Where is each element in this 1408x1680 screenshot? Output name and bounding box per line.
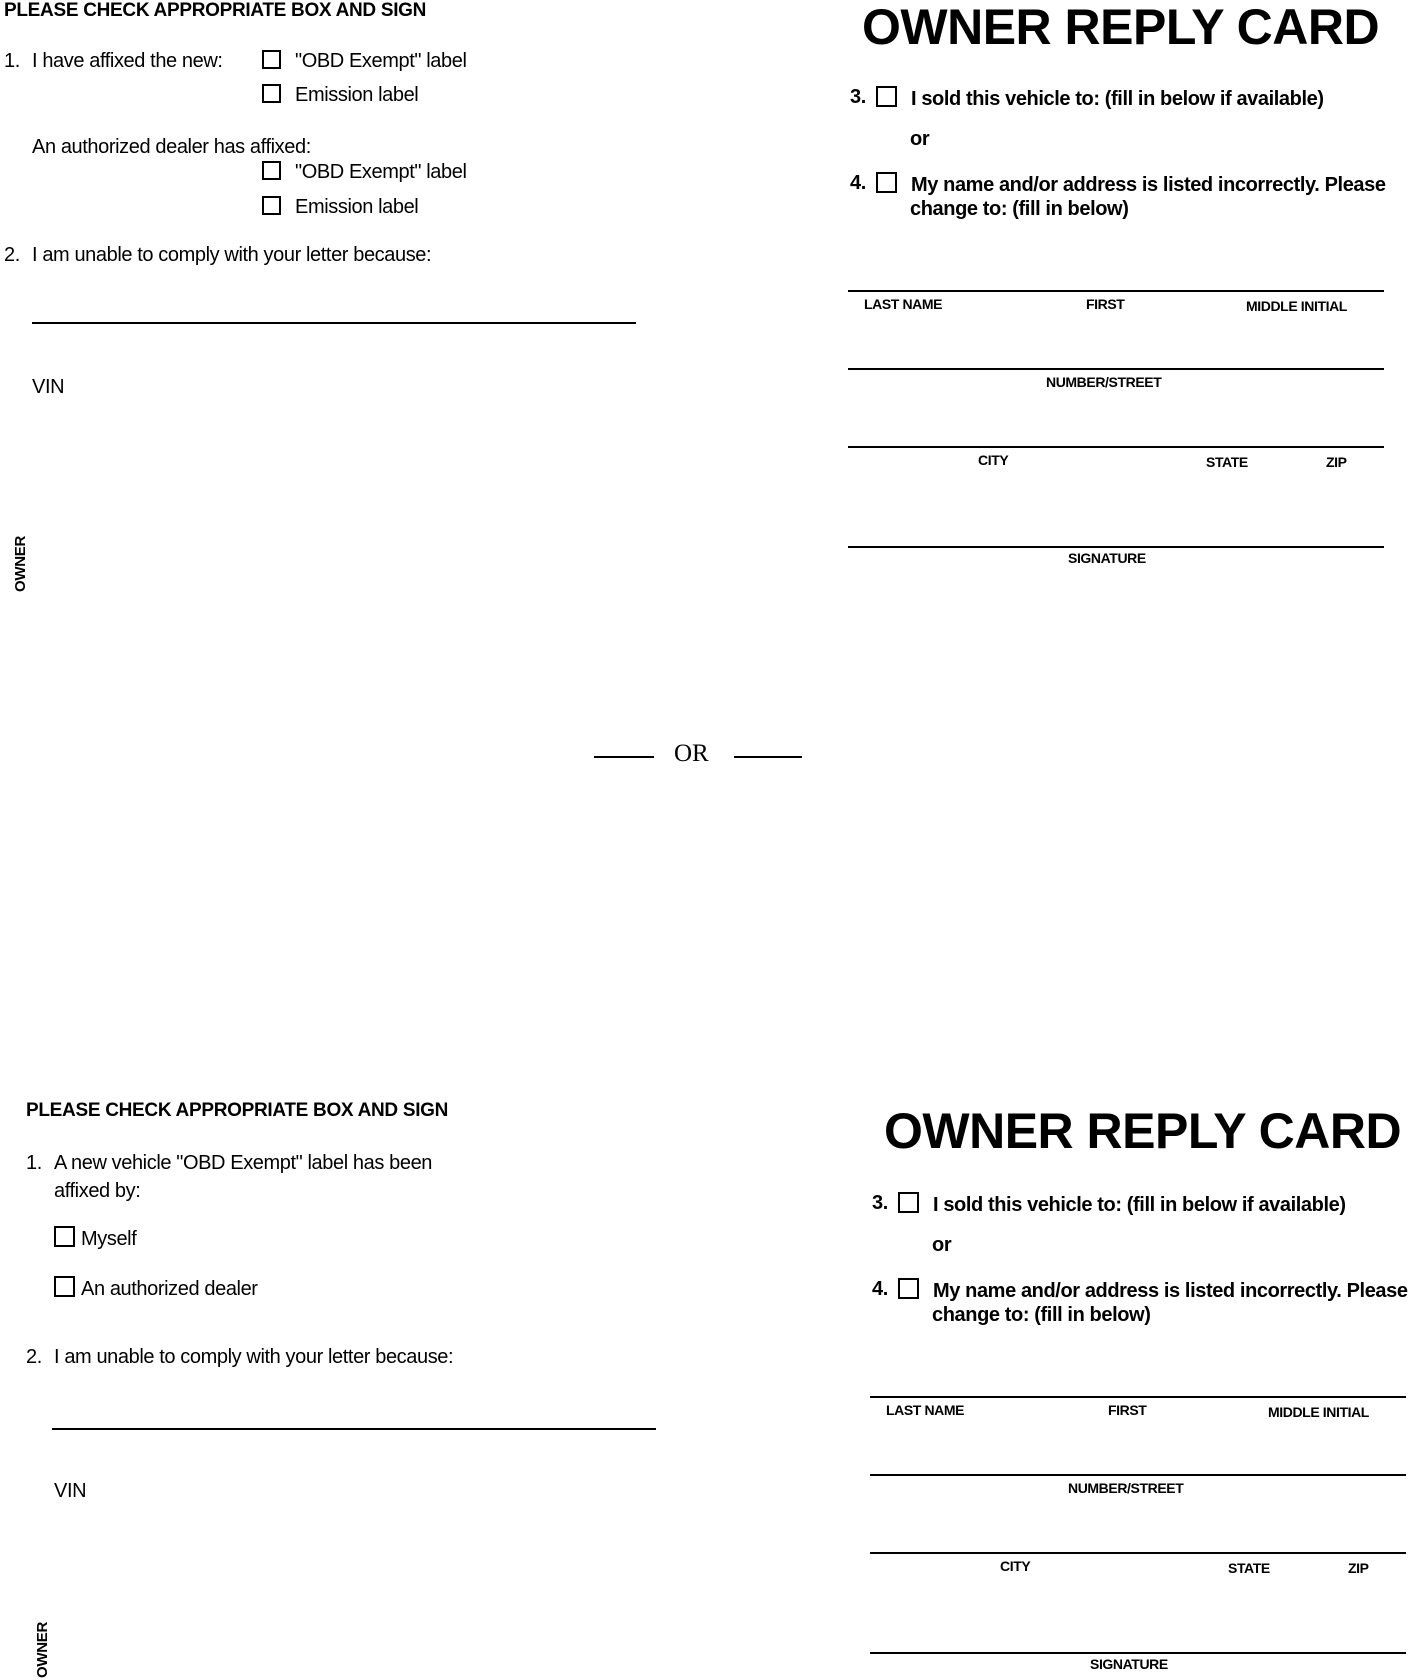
item-2-text: I am unable to comply with your letter because: bbox=[32, 244, 432, 266]
item-3-number: 3. bbox=[850, 86, 866, 108]
instructions-header: PLEASE CHECK APPROPRIATE BOX AND SIGN bbox=[4, 0, 427, 21]
checkbox[interactable] bbox=[262, 161, 281, 180]
item-2-number: 2. bbox=[26, 1346, 42, 1368]
item-3-option[interactable]: I sold this vehicle to: (fill in below if available) bbox=[898, 1192, 1346, 1217]
separator-rule-right bbox=[734, 756, 802, 758]
option-emission-label[interactable]: Emission label bbox=[262, 84, 418, 107]
state-label: STATE bbox=[1206, 454, 1248, 470]
first-name-label: FIRST bbox=[1086, 296, 1125, 312]
city-label: CITY bbox=[978, 452, 1009, 468]
zip-label: ZIP bbox=[1348, 1560, 1369, 1576]
reason-line[interactable] bbox=[32, 322, 636, 324]
checkbox[interactable] bbox=[876, 86, 897, 107]
street-label: NUMBER/STREET bbox=[1068, 1480, 1184, 1496]
item-2-text: I am unable to comply with your letter because: bbox=[54, 1346, 454, 1368]
checkbox[interactable] bbox=[876, 172, 897, 193]
signature-line[interactable] bbox=[870, 1652, 1406, 1654]
city-label: CITY bbox=[1000, 1558, 1031, 1574]
item-1-number: 1. bbox=[4, 50, 20, 72]
last-name-label: LAST NAME bbox=[864, 296, 943, 312]
item-1-line-2: affixed by: bbox=[54, 1180, 141, 1202]
reply-card-1 bbox=[0, 0, 1408, 640]
checkbox[interactable] bbox=[262, 50, 281, 69]
side-label: OWNER bbox=[12, 536, 29, 592]
option-obd-exempt[interactable]: "OBD Exempt" label bbox=[262, 50, 467, 73]
signature-label: SIGNATURE bbox=[1090, 1656, 1168, 1672]
checkbox[interactable] bbox=[898, 1278, 919, 1299]
checkbox[interactable] bbox=[54, 1226, 75, 1247]
item-4-option[interactable]: My name and/or address is listed incorrectly. Please bbox=[876, 172, 1386, 197]
item-4-option[interactable]: My name and/or address is listed incorrectly. Please bbox=[898, 1278, 1408, 1303]
name-line[interactable] bbox=[848, 290, 1384, 292]
item-4-line-2: change to: (fill in below) bbox=[932, 1304, 1151, 1326]
card-title: OWNER REPLY CARD bbox=[884, 1103, 1402, 1159]
dealer-text: An authorized dealer has affixed: bbox=[32, 136, 311, 158]
middle-initial-label: MIDDLE INITIAL bbox=[1268, 1404, 1369, 1420]
checkbox[interactable] bbox=[54, 1276, 75, 1297]
vin-label: VIN bbox=[32, 376, 65, 398]
item-3-number: 3. bbox=[872, 1192, 888, 1214]
card-title: OWNER REPLY CARD bbox=[862, 0, 1380, 55]
first-name-label: FIRST bbox=[1108, 1402, 1147, 1418]
instructions-header: PLEASE CHECK APPROPRIATE BOX AND SIGN bbox=[26, 1100, 449, 1121]
side-label: OWNER bbox=[34, 1622, 51, 1678]
or-text: or bbox=[932, 1234, 952, 1256]
option-myself[interactable]: Myself bbox=[54, 1226, 136, 1251]
separator-rule-left bbox=[594, 756, 654, 758]
or-text: or bbox=[910, 128, 930, 150]
checkbox[interactable] bbox=[262, 84, 281, 103]
reason-line[interactable] bbox=[52, 1428, 656, 1430]
option-authorized-dealer[interactable]: An authorized dealer bbox=[54, 1276, 258, 1301]
city-line[interactable] bbox=[870, 1552, 1406, 1554]
reply-card-2 bbox=[0, 1090, 1408, 1680]
state-label: STATE bbox=[1228, 1560, 1270, 1576]
item-4-number: 4. bbox=[850, 172, 866, 194]
checkbox[interactable] bbox=[898, 1192, 919, 1213]
signature-line[interactable] bbox=[848, 546, 1384, 548]
item-1-line-1: A new vehicle "OBD Exempt" label has been bbox=[54, 1152, 433, 1174]
signature-label: SIGNATURE bbox=[1068, 550, 1146, 566]
name-line[interactable] bbox=[870, 1396, 1406, 1398]
item-1-text: I have affixed the new: bbox=[32, 50, 223, 72]
item-3-option[interactable]: I sold this vehicle to: (fill in below if available) bbox=[876, 86, 1324, 111]
middle-initial-label: MIDDLE INITIAL bbox=[1246, 298, 1347, 314]
street-line[interactable] bbox=[870, 1474, 1406, 1476]
separator-or: OR bbox=[674, 740, 709, 767]
vin-label: VIN bbox=[54, 1480, 87, 1502]
option-dealer-emission[interactable]: Emission label bbox=[262, 196, 418, 219]
item-1-number: 1. bbox=[26, 1152, 42, 1174]
zip-label: ZIP bbox=[1326, 454, 1347, 470]
option-dealer-obd-exempt[interactable]: "OBD Exempt" label bbox=[262, 161, 467, 184]
item-2-number: 2. bbox=[4, 244, 20, 266]
item-4-line-2: change to: (fill in below) bbox=[910, 198, 1129, 220]
last-name-label: LAST NAME bbox=[886, 1402, 965, 1418]
street-label: NUMBER/STREET bbox=[1046, 374, 1162, 390]
item-4-number: 4. bbox=[872, 1278, 888, 1300]
street-line[interactable] bbox=[848, 368, 1384, 370]
city-line[interactable] bbox=[848, 446, 1384, 448]
checkbox[interactable] bbox=[262, 196, 281, 215]
